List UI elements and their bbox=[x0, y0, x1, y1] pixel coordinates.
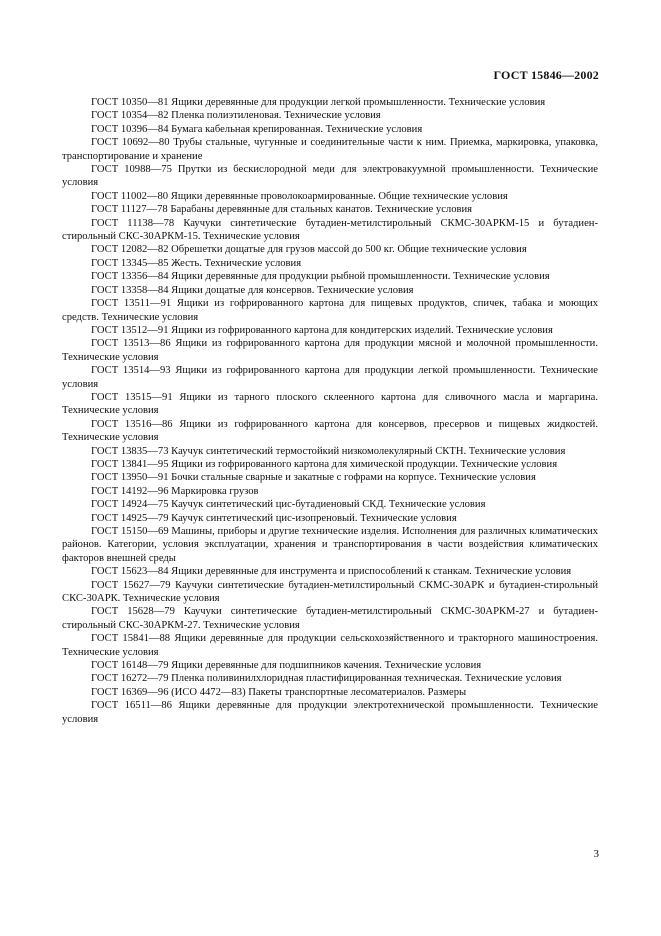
reference-item: ГОСТ 13841—95 Ящики из гофрированного картона для химической продукции. Технические условия bbox=[91, 458, 558, 470]
reference-item: ГОСТ 12082—82 Обрешетки дощатые для грузов массой до 500 кг. Общие технические условия bbox=[91, 244, 527, 256]
reference-list bbox=[62, 96, 598, 726]
reference-item: ГОСТ 13512—91 Ящики из гофрированного картона для кондитерских изделий. Технические условия bbox=[91, 324, 553, 336]
reference-item: ГОСТ 15841—88 Ящики деревянные для продукции сельскохозяйственного и тракторного машиностроения. Технические условия bbox=[62, 633, 598, 658]
reference-item: ГОСТ 13345—85 Жесть. Технические условия bbox=[91, 257, 302, 269]
reference-item: ГОСТ 10350—81 Ящики деревянные для продукции легкой промышленности. Технические условия bbox=[91, 97, 546, 108]
reference-item: ГОСТ 16511—86 Ящики деревянные для продукции электротехнической промышленности. Технические условия bbox=[62, 700, 598, 725]
reference-item: ГОСТ 13513—86 Ящики из гофрированного картона для продукции мясной и молочной промышленности. Технические условия bbox=[62, 338, 598, 363]
reference-item: ГОСТ 14925—79 Каучук синтетический цис-изопреновый. Технические условия bbox=[91, 512, 457, 524]
reference-item: ГОСТ 13835—73 Каучук синтетический термостойкий низкомолекулярный СКТН. Технические условия bbox=[91, 445, 566, 457]
reference-item: ГОСТ 16369—96 (ИСО 4472—83) Пакеты транспортные лесоматериалов. Размеры bbox=[91, 686, 467, 698]
reference-item: ГОСТ 11138—78 Каучуки синтетические бутадиен-метилстирольный СКМС-30АРКМ-15 и бутадиен-стирольный СКС-30АРКМ-15. Технические условия bbox=[62, 217, 598, 243]
reference-item: ГОСТ 10396—84 Бумага кабельная крепированная. Технические условия bbox=[91, 123, 423, 135]
reference-item: ГОСТ 10692—80 Трубы стальные, чугунные и соединительные части к ним. Приемка, маркировка, упаковка, транспортирование и хранение bbox=[62, 137, 598, 162]
reference-item: ГОСТ 10988—75 Прутки из бескислородной меди для электровакуумной промышленности. Технические условия bbox=[62, 164, 598, 189]
reference-item: ГОСТ 16272—79 Пленка поливинилхлоридная пластифицированная техническая. Технические условия bbox=[91, 673, 562, 685]
reference-item: ГОСТ 13514—93 Ящики из гофрированного картона для продукции легкой промышленности. Технические условия bbox=[62, 365, 598, 390]
page-number: 3 bbox=[593, 848, 599, 860]
reference-item: ГОСТ 14192—96 Маркировка грузов bbox=[91, 485, 259, 497]
reference-item: ГОСТ 15628—79 Каучуки синтетические бутадиен-метилстирольный СКМС-30АРКМ-27 и бутадиен-стирольный СКС-30АРКМ-27. Технические условия bbox=[62, 606, 598, 631]
reference-item: ГОСТ 16148—79 Ящики деревянные для подшипников качения. Технические условия bbox=[91, 660, 482, 672]
reference-item: ГОСТ 13515—91 Ящики из тарного плоского склеенного картона для сливочного масла и маргарина. Технические условия bbox=[62, 391, 598, 417]
reference-item: ГОСТ 13356—84 Ящики деревянные для продукции рыбной промышленности. Технические условия bbox=[91, 271, 550, 283]
document-header: ГОСТ 15846—2002 bbox=[493, 68, 599, 82]
reference-item: ГОСТ 15150—69 Машины, приборы и другие технические изделия. Исполнения для различных климатических районов. Категории, условия эксплуатации, хранения и транспортирования в части воздействия климатических факторов внешней среды bbox=[62, 526, 598, 564]
reference-item: ГОСТ 14924—75 Каучук синтетический цис-бутадиеновый СКД. Технические условия bbox=[91, 499, 486, 511]
reference-item: ГОСТ 10354—82 Пленка полиэтиленовая. Технические условия bbox=[91, 110, 381, 122]
reference-item: ГОСТ 15627—79 Каучуки синтетические бутадиен-метилстирольный СКМС-30АРК и бутадиен-стирольный СКС-30АРК. Технические условия bbox=[62, 579, 598, 605]
reference-item: ГОСТ 15623—84 Ящики деревянные для инструмента и приспособлений к станкам. Технические условия bbox=[91, 566, 572, 578]
reference-item: ГОСТ 13516—86 Ящики из гофрированного картона для консервов, пресервов и пищевых жидкостей. Технические условия bbox=[62, 418, 598, 444]
reference-item: ГОСТ 13950—91 Бочки стальные сварные и закатные с гофрами на корпусе. Технические условия bbox=[91, 472, 536, 484]
reference-item: ГОСТ 11127—78 Барабаны деревянные для стальных канатов. Технические условия bbox=[91, 204, 473, 216]
reference-item: ГОСТ 11002—80 Ящики деревянные проволокоармированные. Общие технические условия bbox=[91, 190, 508, 202]
reference-item: ГОСТ 13358—84 Ящики дощатые для консервов. Технические условия bbox=[91, 284, 414, 296]
reference-item: ГОСТ 13511—91 Ящики из гофрированного картона для пищевых продуктов, спичек, табака и моющих средств. Технические условия bbox=[62, 298, 598, 323]
